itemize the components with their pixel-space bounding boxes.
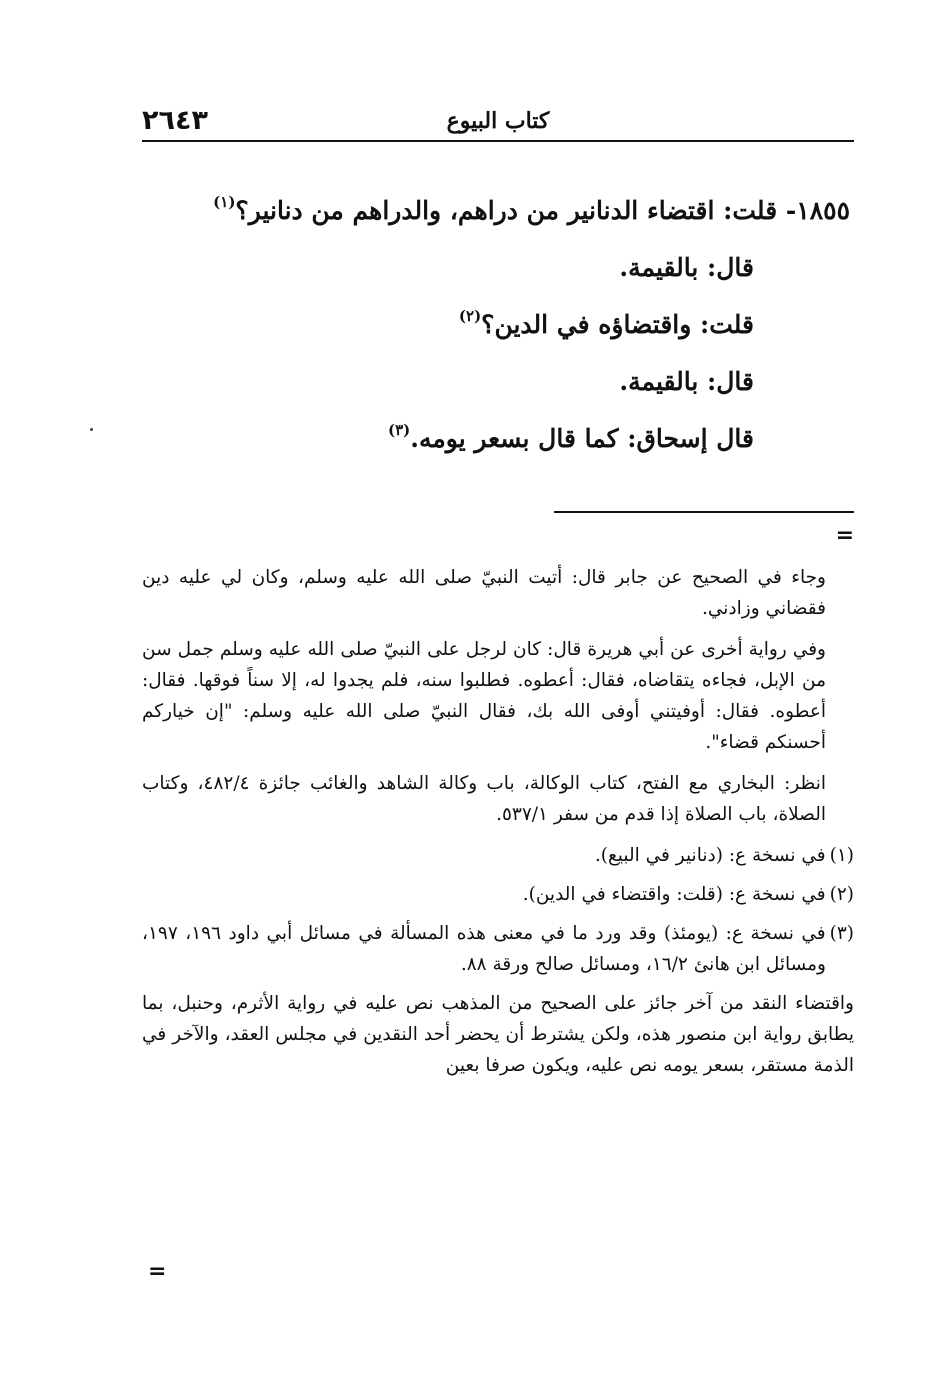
footnote-2 (142, 879, 854, 910)
footnote-number: (١) (829, 845, 854, 866)
continuation-mark-bottom: = (148, 1259, 167, 1284)
main-line-1 (150, 182, 850, 239)
main-line-text: قلت: واقتضاؤه في الدين؟ (481, 310, 754, 339)
footnote-text: في نسخة ع: (قلت: واقتضاء في الدين). (522, 884, 826, 905)
footnote-text: في نسخة ع: (يومئذ) وقد ورد ما في معنى هذه المسألة في مسائل أبي داود ١٩٦، ١٩٧، ومسائل ابن هانئ ١٦/٢، ومسائل صالح ورقة ٨٨. (142, 923, 826, 975)
footnote-marker: (٢) (458, 307, 482, 325)
running-title: كتاب البيوع (446, 108, 550, 134)
main-line-4 (150, 353, 850, 410)
footnote-number: (٢) (829, 884, 854, 905)
footnote-marker: (٣) (388, 421, 411, 439)
footnote-marker: (١) (213, 193, 236, 211)
main-line-text: قلت: اقتضاء الدنانير من دراهم، والدراهم من دنانير؟ (235, 196, 778, 225)
entry-number: ١٨٥٥- (785, 196, 850, 225)
main-line-text: قال إسحاق: كما قال بسعر يومه. (410, 424, 754, 453)
footnote-text: في نسخة ع: (دنانير في البيع). (594, 845, 826, 866)
scan-speck (90, 428, 93, 431)
footnote-number: (٣) (829, 923, 854, 944)
main-line-text: قال: بالقيمة. (619, 253, 754, 282)
main-line-3 (150, 296, 850, 353)
main-line-text: قال: بالقيمة. (619, 367, 754, 396)
main-text (150, 182, 850, 467)
running-header (142, 104, 854, 138)
note-paragraph: وفي رواية أخرى عن أبي هريرة قال: كان لرجل على النبيّ صلى الله عليه وسلم جمل سن من الإبل، فجاءه يتقاضاه، فقال: أعطوه. فطلبوا سنه، فلم يجدوا له، إلا سناً فوقها. فقال: أعطوه. فقال: أوفيتني أوفى الله بك، فقال النبيّ صلى الله عليه وسلم: "إن خياركم أحسنكم قضاء". (142, 639, 826, 753)
main-line-2 (150, 239, 850, 296)
note-paragraph: انظر: البخاري مع الفتح، كتاب الوكالة، باب وكالة الشاهد والغائب جائزة ٤٨٢/٤، وكتاب الصلاة، باب الصلاة إذا قدم من سفر ٥٣٧/١. (142, 773, 826, 825)
continuation-mark-top: = (835, 523, 854, 548)
main-line-5 (150, 410, 850, 467)
footnote-1 (142, 840, 854, 871)
footnote-3 (142, 918, 854, 980)
footnote-separator (554, 511, 854, 513)
note-paragraph: وجاء في الصحيح عن جابر قال: أتيت النبيّ صلى الله عليه وسلم، وكان لي عليه دين فقضاني وزادني. (142, 567, 826, 619)
page-number: ٢٦٤٣ (142, 105, 208, 136)
header-rule (142, 140, 854, 142)
closing-paragraph: واقتضاء النقد من آخر جائز على الصحيح من المذهب نص عليه في رواية الأثرم، وحنبل، بما يطابق رواية ابن منصور هذه، ولكن يشترط أن يحضر أحد النقدين في مجلس العقد، والآخر في الذمة مستقر، بسعر يومه نص عليه، ويكون صرفا بعين (142, 993, 854, 1076)
footnotes-area (142, 562, 854, 1091)
